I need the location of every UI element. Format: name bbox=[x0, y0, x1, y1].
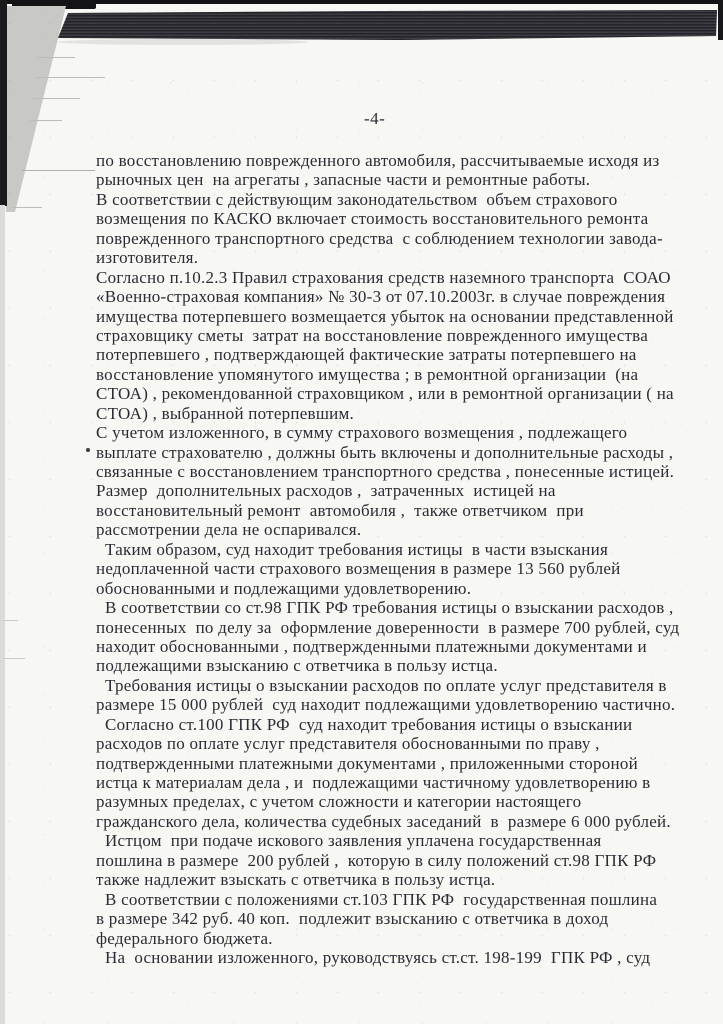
text-line: СТОА) , рекомендованной страховщиком , или в ремонтной организации ( на bbox=[96, 384, 674, 404]
text-line: потерпевшего , подтверждающей фактические затраты потерпевшего на bbox=[96, 345, 637, 365]
scanner-edge-left bbox=[0, 0, 7, 206]
scan-artifact-line bbox=[4, 620, 18, 621]
text-line: в размере 342 руб. 40 коп. подлежит взысканию с ответчика в доход bbox=[96, 909, 609, 929]
text-line: подлежащими взысканию с ответчика в пользу истца. bbox=[96, 656, 498, 676]
text-line: Согласно п.10.2.3 Правил страхования средств наземного транспорта СОАО bbox=[96, 267, 671, 287]
scan-artifact-line bbox=[35, 77, 105, 78]
text-line: Согласно ст.100 ГПК РФ суд находит требования истицы о взыскании bbox=[105, 714, 633, 734]
text-line: связанные с восстановлением транспортного средства , понесенные истицей. bbox=[96, 462, 675, 481]
document-text bbox=[96, 151, 718, 967]
text-line: обоснованными и подлежащими удовлетворению. bbox=[96, 578, 472, 598]
text-line: СТОА) , выбранной потерпевшим. bbox=[96, 403, 355, 423]
scan-artifact-line bbox=[38, 57, 75, 58]
ink-speck bbox=[86, 448, 90, 452]
text-line: разумных пределах, с учетом сложности и категории настоящего bbox=[96, 792, 582, 812]
page-edge-left bbox=[0, 205, 5, 1024]
scan-artifact-line bbox=[22, 170, 95, 171]
scan-artifact-line bbox=[4, 658, 25, 659]
text-line: возмещения по КАСКО включает стоимость восстановительного ремонта bbox=[96, 209, 649, 229]
text-line: истца к материалам дела , и подлежащими частичному удовлетворению в bbox=[96, 773, 651, 792]
text-line: восстановительный ремонт автомобиля , также ответчиком при bbox=[96, 500, 584, 520]
text-line: рассмотрении дела не оспаривался. bbox=[96, 520, 362, 540]
text-line: расходов по оплате услуг представителя обоснованными по праву , bbox=[96, 734, 600, 754]
scanner-edge-top bbox=[0, 0, 723, 4]
scan-artifact-line bbox=[12, 207, 42, 208]
text-line: В соответствии со ст.98 ГПК РФ требования истицы о взыскании расходов , bbox=[105, 598, 674, 618]
text-line: В соответствии с положениями ст.103 ГПК РФ государственная пошлина bbox=[105, 889, 658, 909]
text-line: В соответствии с действующим законодательством объем страхового bbox=[96, 189, 618, 209]
scan-artifact-line bbox=[30, 120, 62, 121]
text-line: «Военно-страховая компания» № 30-3 от 07.10.2003г. в случае повреждения bbox=[96, 287, 666, 307]
page-number: -4- bbox=[364, 109, 386, 128]
text-line: имущества потерпевшего возмещается убыток на основании представленной bbox=[96, 306, 674, 326]
text-line: по восстановлению поврежденного автомобиля, рассчитываемые исходя из bbox=[96, 151, 660, 170]
text-line: На основании изложенного, руководствуясь ст.ст. 198-199 ГПК РФ , суд bbox=[105, 947, 651, 967]
text-line: рыночных цен на агрегаты , запасные части и ремонтные работы. bbox=[96, 170, 591, 190]
scan-artifact-line bbox=[33, 98, 80, 99]
text-line: гражданского дела, количества судебных заседаний в размере 6 000 рублей. bbox=[96, 811, 671, 831]
text-line: подтвержденными платежными документами , приложенными стороной bbox=[96, 753, 638, 773]
text-line: С учетом изложенного, в сумму страхового возмещения , подлежащего bbox=[96, 423, 628, 443]
text-line: поврежденного транспортного средства с соблюдением технологии завода- bbox=[96, 228, 663, 248]
binding-shadow-band bbox=[0, 0, 723, 55]
text-line: находит обоснованными , подтвержденными платежными документами и bbox=[96, 636, 647, 656]
text-line: размере 15 000 рублей суд находит подлежащими удовлетворению частично. bbox=[96, 695, 676, 715]
scan-smudge bbox=[58, 39, 308, 45]
text-line: Таким образом, суд находит требования истицы в части взыскания bbox=[105, 539, 609, 559]
text-line: Размер дополнительных расходов , затраченных истицей на bbox=[96, 481, 556, 501]
text-line: страховщику сметы затрат на восстановление поврежденного имущества bbox=[96, 325, 649, 345]
text-line: выплате страхователю , должны быть включены и дополнительные расходы , bbox=[96, 442, 674, 462]
text-line: восстановление упомянутого имущества ; в ремонтной организации (на bbox=[96, 364, 639, 384]
text-line: пошлина в размере 200 рублей , которую в силу положений ст.98 ГПК РФ bbox=[96, 850, 657, 870]
text-line: также надлежит взыскать с ответчика в пользу истца. bbox=[96, 870, 496, 890]
text-line: понесенных по делу за оформление доверенности в размере 700 рублей, суд bbox=[96, 617, 680, 637]
text-line: изготовителя. bbox=[96, 248, 199, 268]
text-line: недоплаченной части страхового возмещения в размере 13 560 рублей bbox=[96, 559, 621, 579]
scanner-edge-right bbox=[718, 0, 723, 40]
text-line: федерального бюджета. bbox=[96, 928, 273, 948]
text-line: Требования истицы о взыскании расходов по оплате услуг представителя в bbox=[105, 675, 667, 695]
text-line: Истцом при подаче искового заявления уплачена государственная bbox=[105, 831, 602, 851]
